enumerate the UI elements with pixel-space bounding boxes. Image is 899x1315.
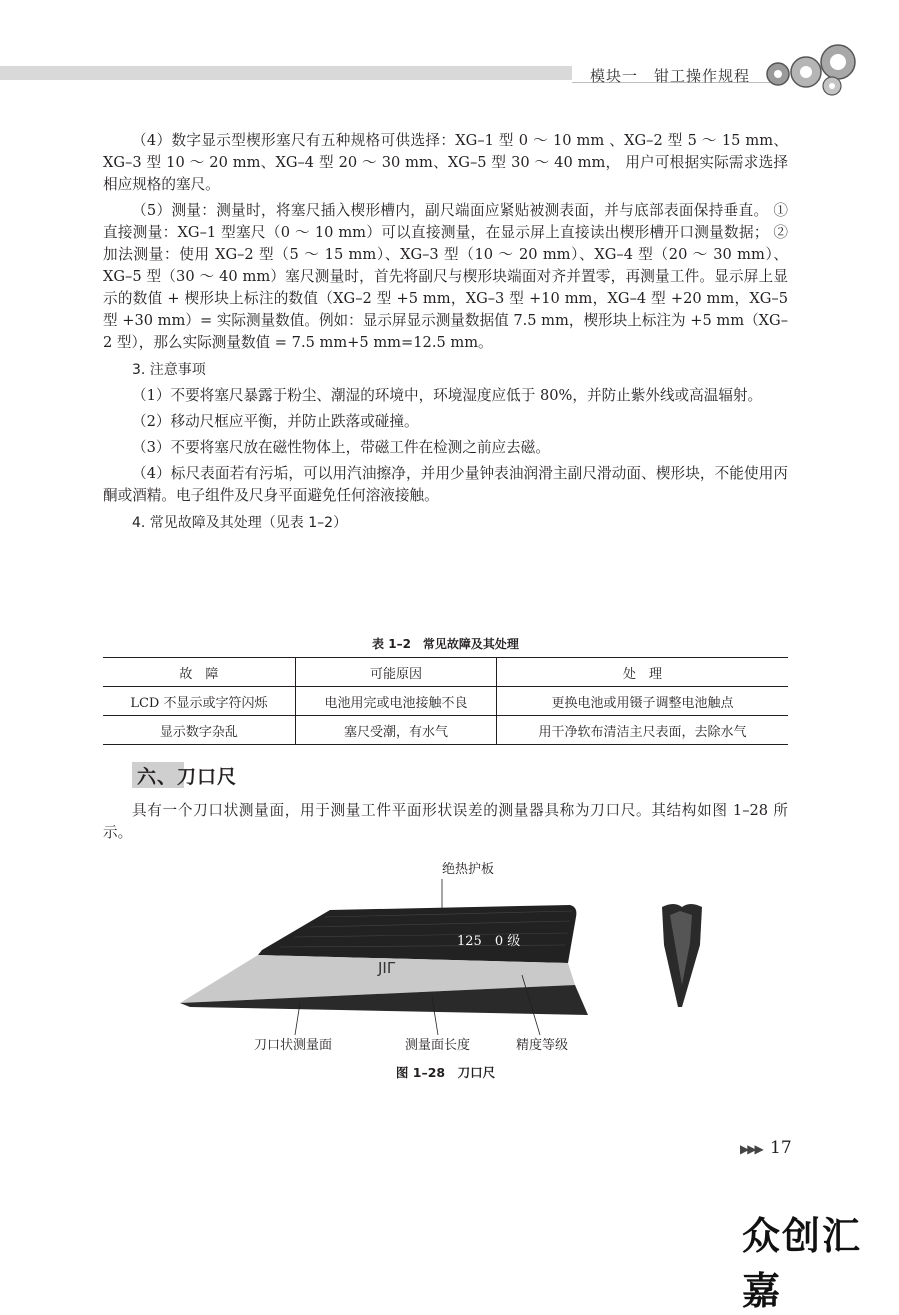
table-header: 故 障: [103, 658, 295, 687]
note-item: （3）不要将塞尺放在磁性物体上，带磁工件在检测之前应去磁。: [132, 439, 550, 456]
table-header: 处 理: [497, 658, 788, 687]
table-cell: LCD 不显示或字符闪烁: [103, 687, 295, 716]
paragraph-spec: （4）数字显示型楔形塞尺有五种规格可供选择：XG–1 型 0 ～ 10 mm 、XG–2 型 5 ～ 15 mm、XG–3 型 10 ～ 20 mm、XG–4 型 20 ～ 30 mm、XG–5 型 30 ～ 40 mm， 用户可根据实际需求选择相应规格的塞尺。: [103, 132, 788, 193]
table-cell: 用干净软布清洁主尺表面，去除水气: [497, 716, 788, 745]
scale-mark: JIΓ: [378, 959, 396, 977]
table-cell: 电池用完或电池接触不良: [295, 687, 496, 716]
table-cell: 更换电池或用镊子调整电池触点: [497, 687, 788, 716]
label-precision-grade: 精度等级: [516, 1038, 569, 1053]
paragraph-measure: （5）测量：测量时，将塞尺插入楔形槽内，副尺端面应紧贴被测表面，并与底部表面保持垂直。 ①直接测量：XG–1 型塞尺（0 ～ 10 mm）可以直接测量，在显示屏上直接读出楔形槽开口测量数据； ②加法测量：使用 XG–2 型（5 ～ 15 mm）、XG–3 型（10 ～ 20 mm）、XG–4 型（20 ～ 30 mm）、XG–5 型（30 ～ 40 mm）塞尺测量时，首先将副尺与楔形块端面对齐并置零，再测量工件。显示屏上显示的数值 + 楔形块上标注的数值（XG–2 型 +5 mm，XG–3 型 +10 mm，XG–4 型 +20 mm，XG–5 型 +30 mm）= 实际测量数值。例如：显示屏显示测量数据值 7.5 mm，楔形块上标注为 +5 mm（XG–2 型），那么实际测量数值 = 7.5 mm+5 mm=12.5 mm。: [103, 202, 789, 351]
note-item: （1）不要将塞尺暴露于粉尘、潮湿的环境中，环境湿度应低于 80%，并防止紫外线或高温辐射。: [132, 387, 763, 404]
body-text-section: [103, 800, 788, 844]
table-header-row: [103, 658, 788, 687]
module-title: 模块一 钳工操作规程: [590, 67, 751, 85]
fault-table: [103, 657, 788, 745]
insulating-cover: [258, 905, 576, 963]
faults-heading: 4. 常见故障及其处理（见表 1–2）: [132, 515, 348, 531]
header-bar: [0, 66, 572, 80]
nut-die-icon: [762, 42, 860, 100]
knife-edge-ruler-figure: [170, 855, 730, 1055]
label-knife-edge: 刀口状测量面: [254, 1038, 333, 1053]
table-row: [103, 716, 788, 745]
watermark: 众创汇嘉: [742, 1214, 863, 1313]
page-arrows-icon: ▶▶▶: [740, 1142, 762, 1156]
note-item: （2）移动尺框应平衡，并防止跌落或碰撞。: [132, 413, 419, 430]
table-cell: 显示数字杂乱: [103, 716, 295, 745]
body-text-top: [103, 130, 788, 538]
table-cell: 塞尺受潮，有水气: [295, 716, 496, 745]
label-insulating-cover: 绝热护板: [442, 862, 495, 877]
table-row: [103, 687, 788, 716]
label-measuring-length: 测量面长度: [405, 1038, 471, 1053]
notes-heading: 3. 注意事项: [132, 362, 206, 378]
section-intro: 具有一个刀口状测量面，用于测量工件平面形状误差的测量器具称为刀口尺。其结构如图 1–28 所示。: [103, 802, 788, 841]
section-title: 六、刀口尺: [137, 766, 238, 788]
figure-caption: 图 1–28 刀口尺: [395, 1065, 496, 1080]
page-number: 17: [770, 1138, 792, 1158]
table-header: 可能原因: [295, 658, 496, 687]
note-item: （4）标尺表面若有污垢，可以用汽油擦净，并用少量钟表油润滑主副尺滑动面、楔形块，不能使用丙酮或酒精。电子组件及尺身平面避免任何溶液接触。: [103, 465, 788, 504]
table-caption: 表 1–2 常见故障及其处理: [372, 637, 519, 651]
ruler-marking: 125 0 级: [457, 934, 521, 949]
